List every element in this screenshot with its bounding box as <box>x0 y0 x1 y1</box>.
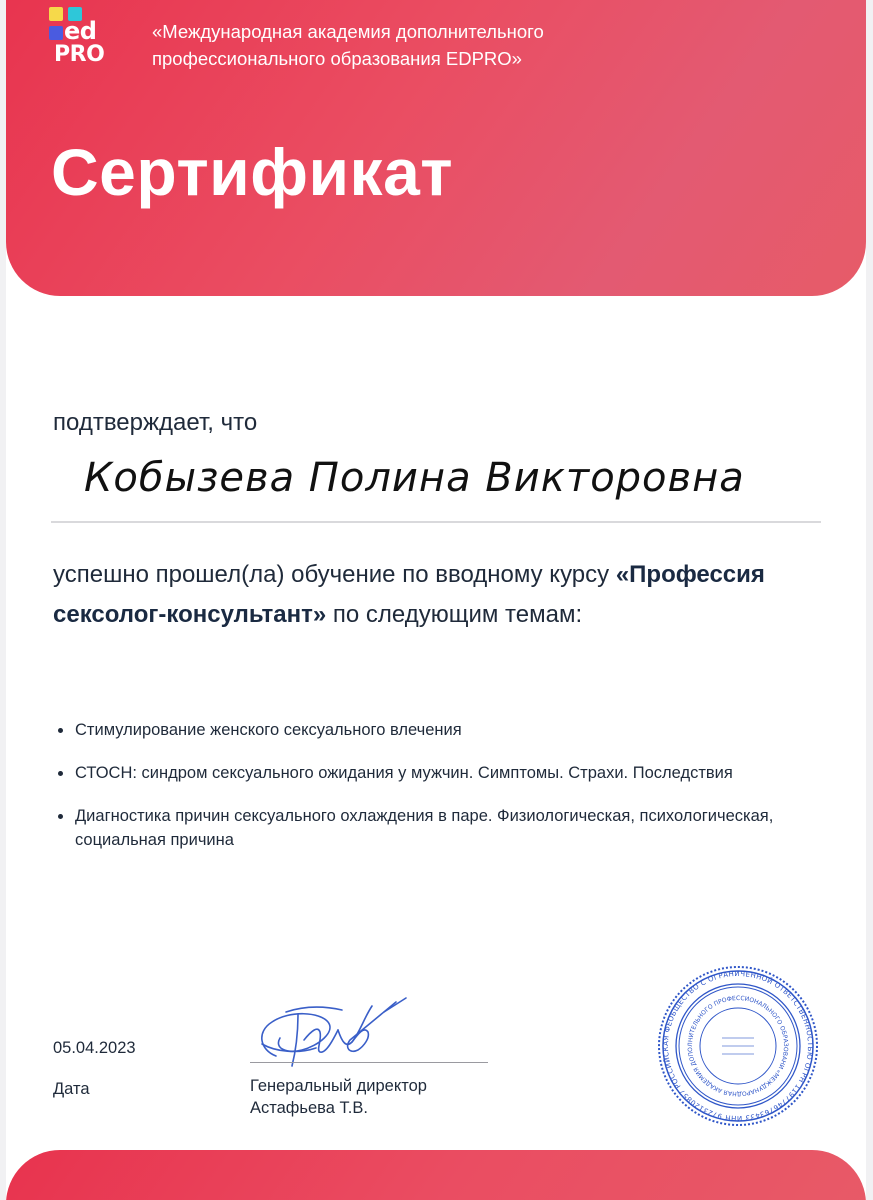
issue-date: 05.04.2023 <box>53 1039 136 1057</box>
bullet-icon <box>58 771 63 776</box>
topic-text: СТОСН: синдром сексуального ожидания у мужчин. Симптомы. Страхи. Последствия <box>75 764 733 782</box>
confirm-text: подтверждает, что <box>53 409 258 436</box>
director-position: Генеральный директор <box>250 1077 427 1095</box>
topic-text: Диагностика причин сексуального охлаждения в паре. Физиологическая, психологическая, социальная причина <box>75 807 774 849</box>
topic-text: Стимулирование женского сексуального влечения <box>75 721 462 739</box>
logo-wordmark <box>54 17 105 67</box>
name-underline <box>51 521 821 523</box>
stamp-inner-text: «МЕЖДУНАРОДНАЯ АКАДЕМИЯ ДОПОЛНИТЕЛЬНОГО ПРОФЕССИОНАЛЬНОГО ОБРАЗОВАНИЯ» <box>686 994 790 1098</box>
director-name: Астафьева Т.В. <box>250 1099 368 1117</box>
list-item <box>56 761 776 785</box>
bullet-icon <box>58 814 63 819</box>
logo-text-pro: PRO <box>54 42 105 67</box>
organization-name: «Международная академия дополнительного профессионального образования EDPRO» <box>152 21 544 69</box>
date-label: Дата <box>53 1080 90 1098</box>
certificate-header <box>6 0 866 296</box>
completion-text: успешно прошел(ла) обучение по вводному курсу <box>53 561 610 588</box>
bullet-icon <box>58 728 63 733</box>
logo-square-yellow <box>49 7 63 21</box>
director-block <box>250 1075 427 1119</box>
signature-line <box>250 1062 488 1063</box>
certificate-title: Сертификат <box>51 135 454 209</box>
topics-list <box>56 718 776 871</box>
certificate-footer <box>6 1150 866 1200</box>
list-item <box>56 804 776 852</box>
company-stamp <box>656 964 820 1128</box>
completion-suffix: по следующим темам: <box>332 601 583 628</box>
logo-square-blue <box>49 26 63 40</box>
director-signature <box>246 992 416 1070</box>
list-item <box>56 718 776 742</box>
edpro-logo <box>49 7 111 73</box>
recipient-name: Кобызева Полина Викторовна <box>84 455 745 501</box>
certificate-page <box>6 0 866 1200</box>
stamp-outer-text: ОБЩЕСТВО С ОГРАНИЧЕННОЙ ОТВЕТСТВЕННОСТЬЮ ОГРН 1197746763433 ИНН 9723120857 РОССИЙСКАЯ ФЕДЕРАЦИЯ <box>661 969 815 1123</box>
course-name: «Профессия сексолог-консультант» <box>53 561 765 628</box>
completion-statement <box>53 555 813 635</box>
logo-text-ed: ed <box>64 17 97 45</box>
